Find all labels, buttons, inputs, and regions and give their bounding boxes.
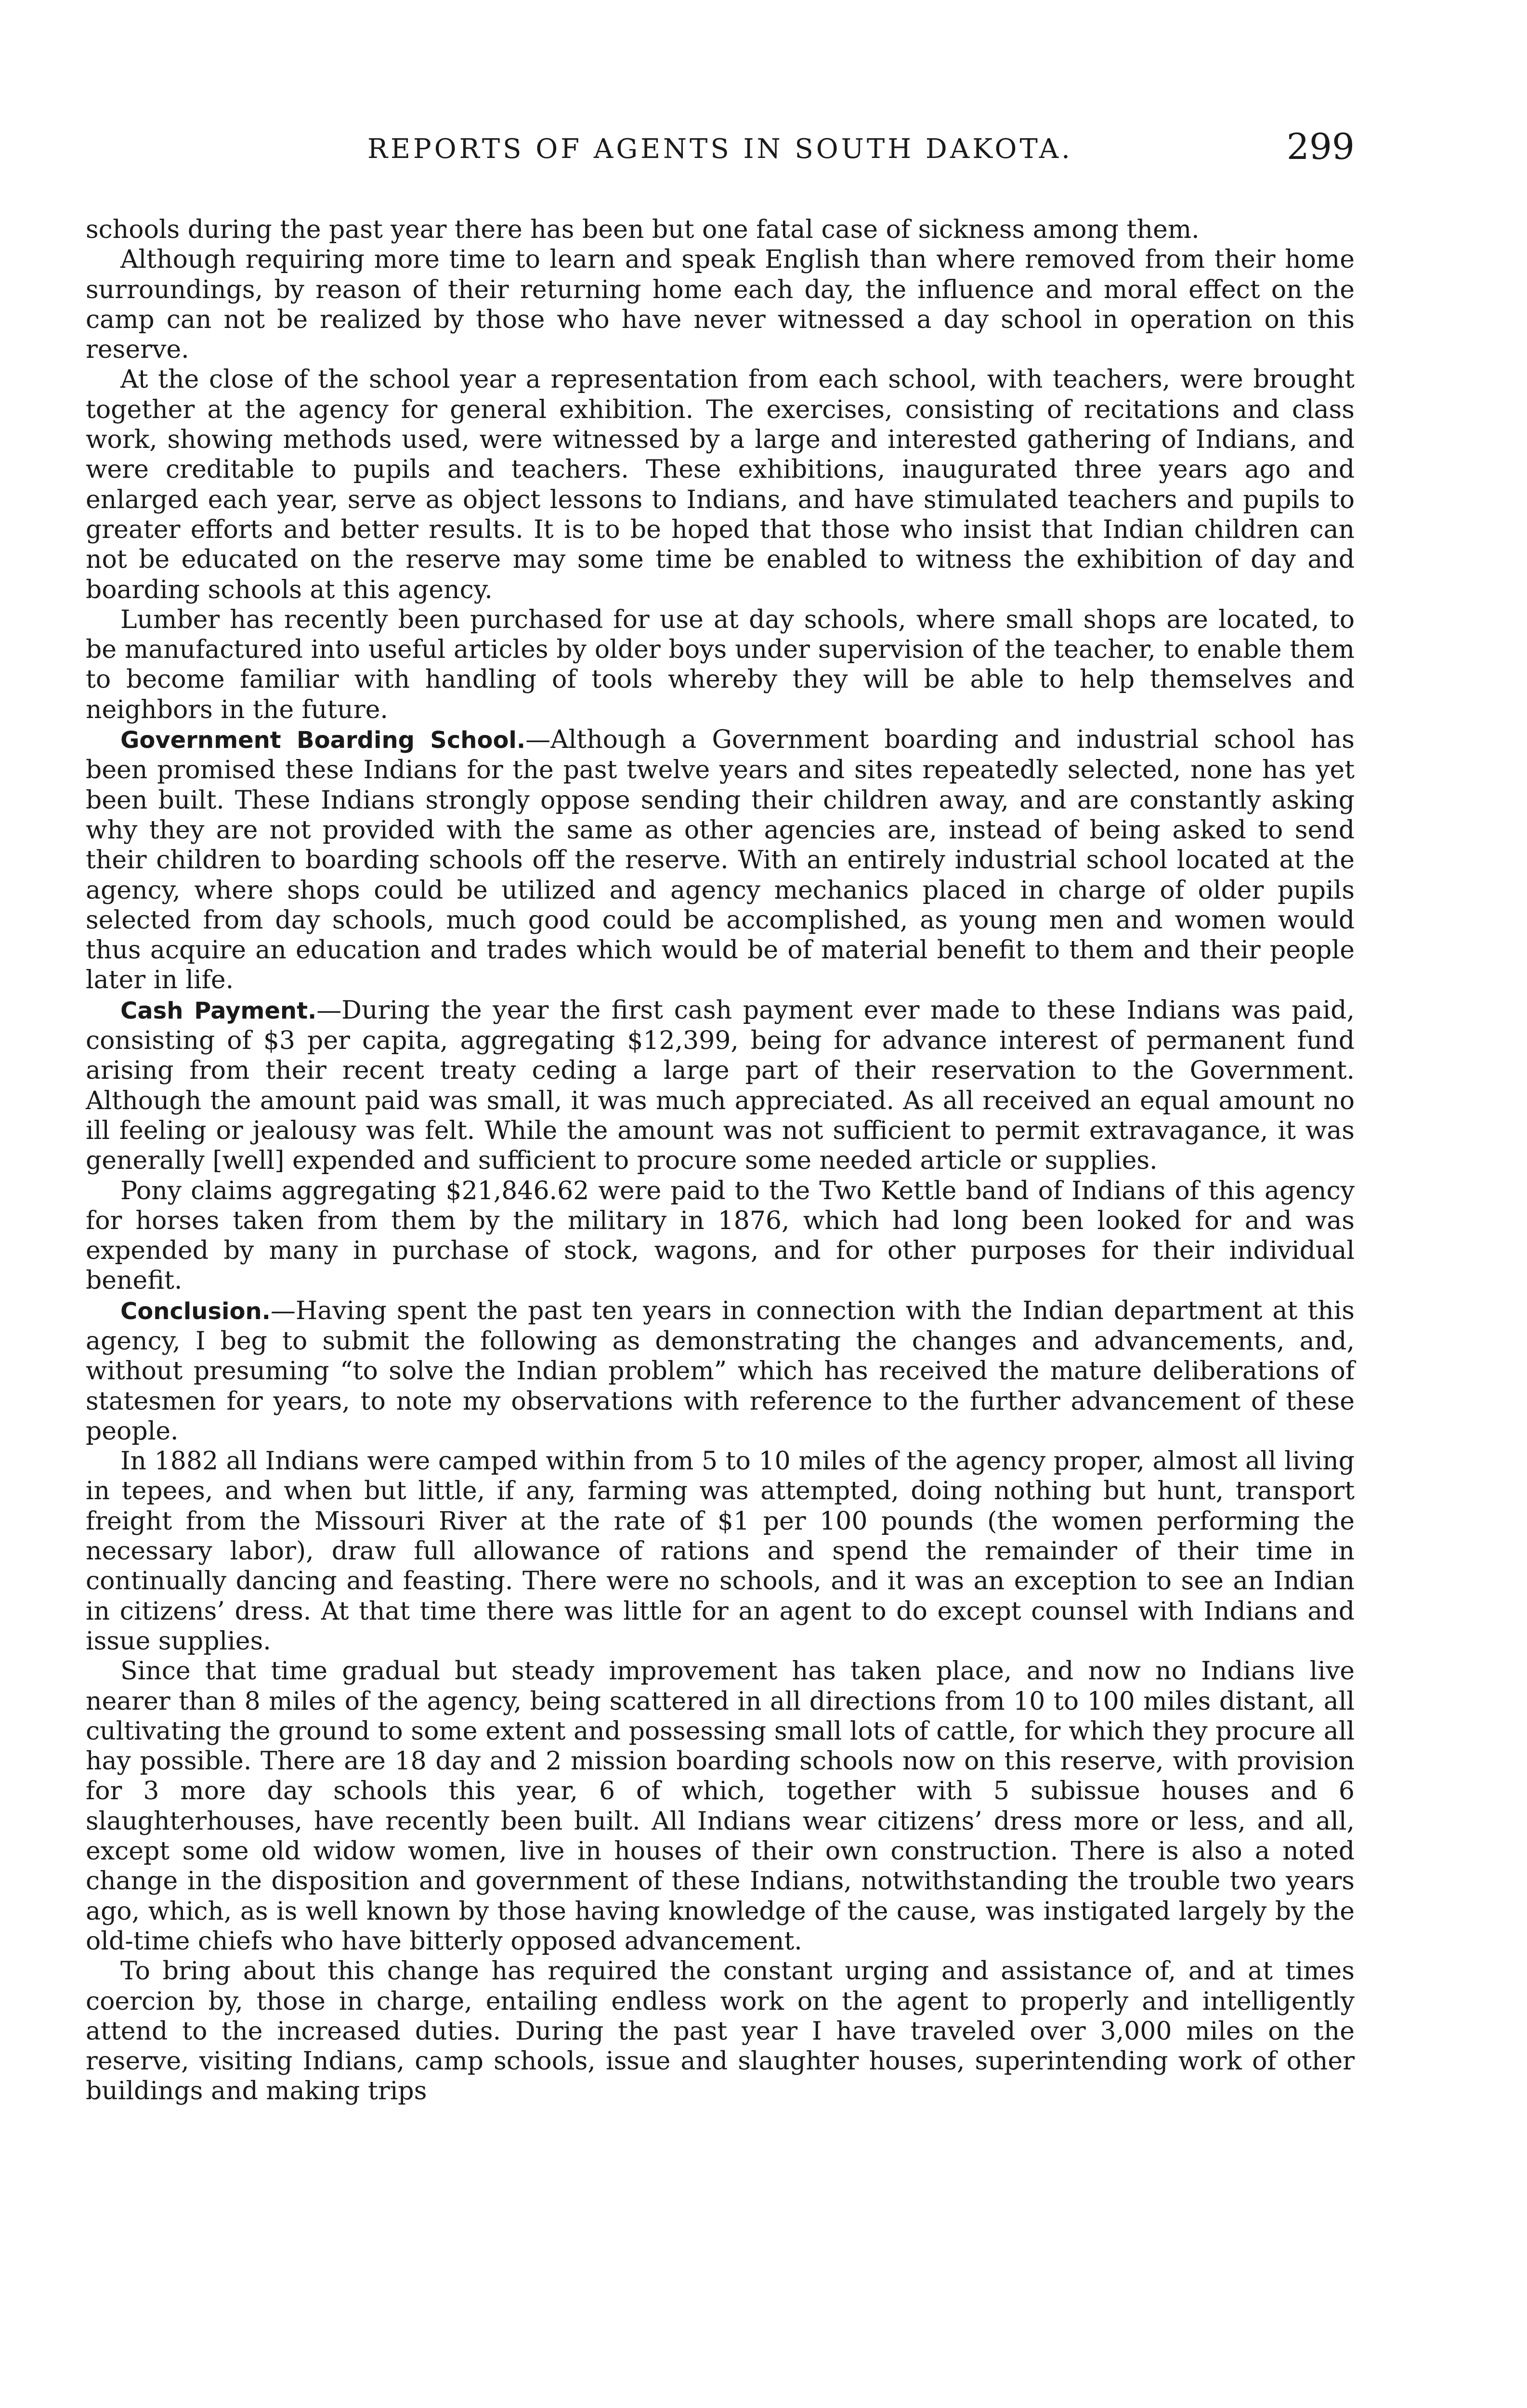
page-number: 299 [1286,126,1355,168]
running-title: REPORTS OF AGENTS IN SOUTH DAKOTA. [367,133,1073,165]
paragraph-text: In 1882 all Indians were camped within from 5 to 10 miles of the agency proper, almost all living in tepees, and when but little, if any, farming was attempted, doing nothing but hunt, transport freight from the Missouri River at the rate of $1 per 100 pounds (the women performing the necessary labor), draw full allowance of rations and spend the remainder of their time in continually dancing and feasting. There were no schools, and it was an exception to see an Indian in citizens’ dress. At that time there was little for an agent to do except counsel with Indians and issue supplies. [86,1447,1355,1656]
paragraph-cash-payment [86,995,1355,1176]
section-heading: Cash Payment. [120,997,317,1024]
paragraph-change [86,1956,1355,2106]
section-heading: Conclusion. [120,1297,271,1325]
paragraph-text: Since that time gradual but steady improvement has taken place, and now no Indians live nearer than 8 miles of the agency, being scattered in all directions from 10 to 100 miles distant, all cultivating the ground to some extent and possessing small lots of cattle, for which they procure all hay possible. There are 18 day and 2 mission boarding schools now on this reserve, with provision for 3 more day schools this year, 6 of which, together with 5 subissue houses and 6 slaughterhouses, have recently been built. All Indians wear citizens’ dress more or less, and all, except some old widow women, live in houses of their own construction. There is also a noted change in the disposition and government of these Indians, notwithstanding the trouble two years ago, which, as is well known by those having knowledge of the cause, was instigated largely by the old-time chiefs who have bitterly opposed advancement. [86,1657,1355,1956]
paragraph-text: At the close of the school year a representation from each school, with teachers, were brought together at the agency for general exhibition. The exercises, consisting of recitations and class work, showing methods used, were witnessed by a large and interested gathering of Indians, and were creditable to pupils and teachers. These exhibitions, inaugurated three years ago and enlarged each year, serve as object lessons to Indians, and have stimulated teachers and pupils to greater efforts and better results. It is to be hoped that those who insist that Indian children can not be educated on the reserve may some time be enabled to witness the exhibition of day and boarding schools at this agency. [86,365,1355,604]
paragraph-exhibition [86,365,1355,604]
paragraph-text: —Although a Government boarding and industrial school has been promised these Indians for the past twelve years and sites repeatedly selected, none has yet been built. These Indians strongly oppose sending their children away, and are constantly asking why they are not provided with the same as other agencies are, instead of being asked to send their children to boarding schools off the reserve. With an entirely industrial school located at the agency, where shops could be utilized and agency mechanics placed in charge of older pupils selected from day schools, much good could be accomplished, as young men and women would thus acquire an education and trades which would be of material benefit to them and their people later in life. [86,725,1355,995]
paragraph-1882 [86,1446,1355,1656]
paragraph-conclusion [86,1296,1355,1446]
body-text [86,215,1355,2107]
paragraph-boarding-school [86,725,1355,995]
paragraph-improvement [86,1656,1355,1956]
paragraph-text: schools during the past year there has been but one fatal case of sickness among them. [86,215,1200,244]
paragraph-text: To bring about this change has required the constant urging and assistance of, and at times coercion by, those in charge, entailing endless work on the agent to properly and intelligently attend to the increased duties. During the past year I have traveled over 3,000 miles on the reserve, visiting Indians, camp schools, issue and slaughter houses, superintending work of other buildings and making trips [86,1957,1355,2106]
paragraph-lumber [86,605,1355,725]
paragraph-pony-claims [86,1176,1355,1296]
paragraph-text: Although requiring more time to learn and speak English than where removed from their home surroundings, by reason of their returning home each day, the influence and moral effect on the camp can not be realized by those who have never witnessed a day school in operation on this reserve. [86,245,1355,365]
paragraph-text: Lumber has recently been purchased for use at day schools, where small shops are located, to be manufactured into useful articles by older boys under supervision of the teacher, to enable them to become familiar with handling of tools whereby they will be able to help themselves and neighbors in the future. [86,605,1355,724]
paragraph-text: —During the year the first cash payment ever made to these Indians was paid, consisting of $3 per capita, aggregating $12,399, being for advance interest of permanent fund arising from their recent treaty ceding a large part of their reservation to the Government. Although the amount paid was small, it was much appreciated. As all received an equal amount no ill feeling or jealousy was felt. While the amount was not sufficient to permit extravagance, it was generally [well] expended and sufficient to procure some needed article or supplies. [86,995,1355,1176]
paragraph-text: Pony claims aggregating $21,846.62 were paid to the Two Kettle band of Indians of this agency for horses taken from them by the military in 1876, which had long been looked for and was expended by many in purchase of stock, wagons, and for other purposes for their individual benefit. [86,1176,1355,1296]
running-header [86,126,1355,179]
section-heading: Government Boarding School. [120,727,526,754]
paragraph-day-schools [86,245,1355,365]
paragraph-continued [86,215,1355,245]
paragraph-text: —Having spent the past ten years in connection with the Indian department at this agency, I beg to submit the following as demonstrating the changes and advancements, and, without presuming “to solve the Indian problem” which has received the mature deliberations of statesmen for years, to note my observations with reference to the further advancement of these people. [86,1296,1355,1446]
